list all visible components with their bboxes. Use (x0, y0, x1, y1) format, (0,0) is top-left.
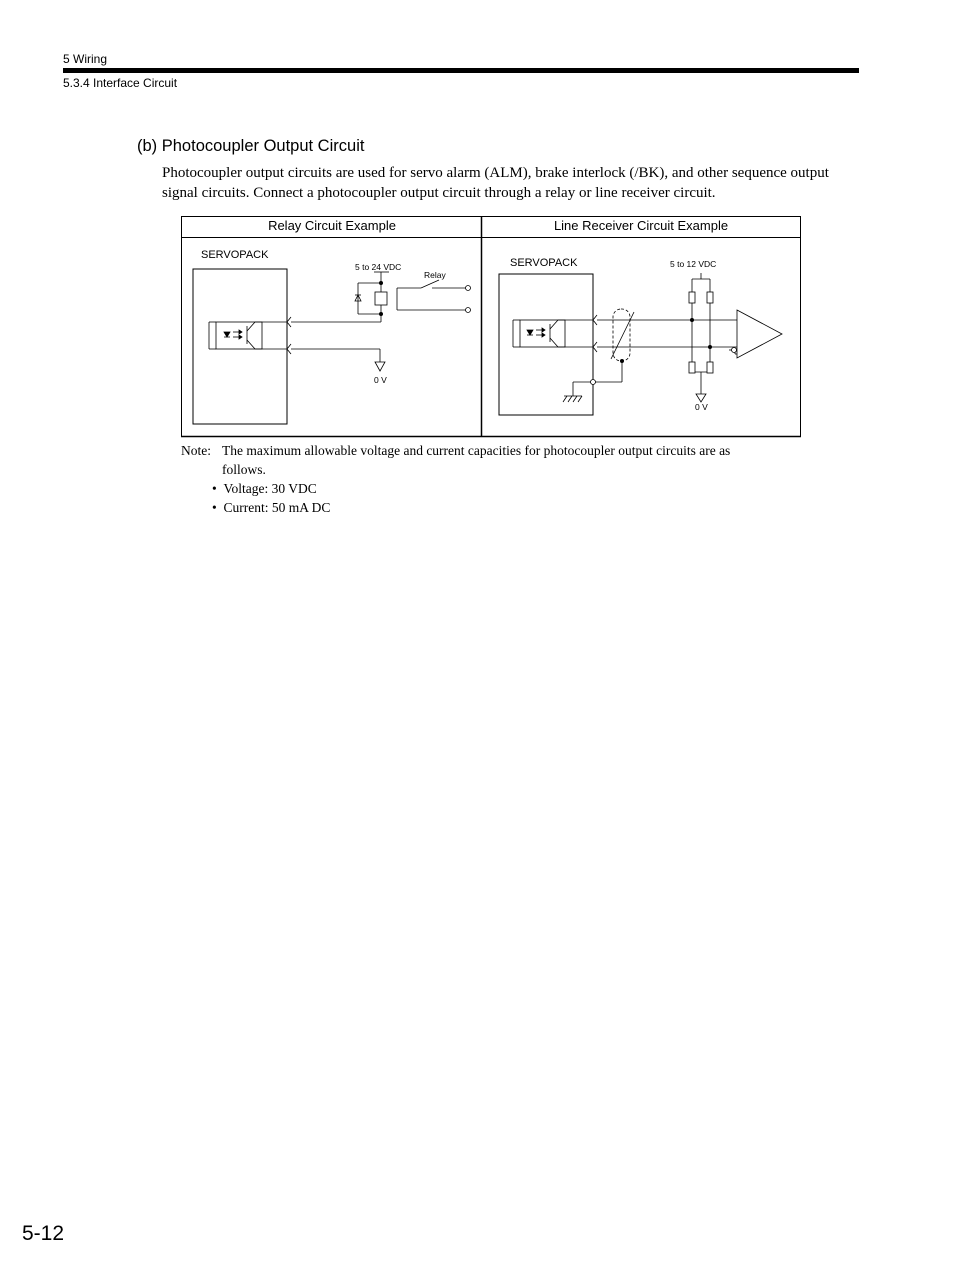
relay-wiring (287, 272, 389, 362)
page-number: 5-12 (22, 1222, 65, 1245)
note-text: The maximum allowable voltage and current capacities for photocoupler output circuits are as follows. (222, 443, 731, 477)
intro-paragraph: Photocoupler output circuits are used for servo alarm (ALM), brake interlock (/BK), and other sequence output signal circuits. Connect a photocoupler output circuit through a relay or line receiver circuit. (162, 165, 829, 201)
relay-servopack-label: SERVOPACK (201, 249, 269, 261)
relay-ground-label: 0 V (374, 375, 387, 385)
shield-terminal (591, 380, 596, 385)
line-ground-label: 0 V (695, 402, 708, 412)
ground-icon (375, 362, 385, 371)
line-servopack-label: SERVOPACK (510, 257, 578, 269)
photocoupler-icon (513, 320, 593, 347)
line-node-b (708, 345, 712, 349)
relay-node-bottom (379, 312, 383, 316)
receiver-inverting-input (732, 348, 737, 353)
figure-frame (181, 216, 801, 437)
relay-label: Relay (424, 270, 446, 280)
line-panel-title: Line Receiver Circuit Example (553, 218, 729, 233)
note-bullet-text: Voltage: 30 VDC (223, 481, 317, 496)
resistor-icon (689, 292, 713, 373)
line-wiring (593, 273, 740, 394)
note-bullet: • Current: 50 mA DC (212, 500, 331, 515)
relay-switch-icon (397, 280, 471, 313)
shield-icon (573, 309, 634, 396)
header-section: 5.3.4 Interface Circuit (63, 76, 178, 90)
header-rule (63, 68, 859, 73)
relay-supply-label: 5 to 24 VDC (355, 262, 402, 272)
line-node-a (690, 318, 694, 322)
shield-drain-node (620, 359, 624, 363)
section-title: (b) Photocoupler Output Circuit (137, 137, 365, 155)
header-chapter: 5 Wiring (63, 52, 108, 66)
relay-servopack-box (193, 269, 287, 424)
frame-ground-icon (563, 396, 582, 402)
relay-coil-icon (375, 292, 387, 305)
note-bullet-text: Current: 50 mA DC (223, 500, 331, 515)
note-label: Note: (181, 443, 211, 458)
relay-node-top (379, 281, 383, 285)
note-bullet: • Voltage: 30 VDC (212, 481, 317, 496)
relay-panel-title: Relay Circuit Example (268, 218, 396, 233)
ground-icon (696, 394, 706, 402)
line-receiver-icon (737, 310, 782, 358)
photocoupler-icon (209, 322, 287, 349)
line-supply-label: 5 to 12 VDC (670, 259, 717, 269)
circuit-figure (181, 216, 801, 438)
